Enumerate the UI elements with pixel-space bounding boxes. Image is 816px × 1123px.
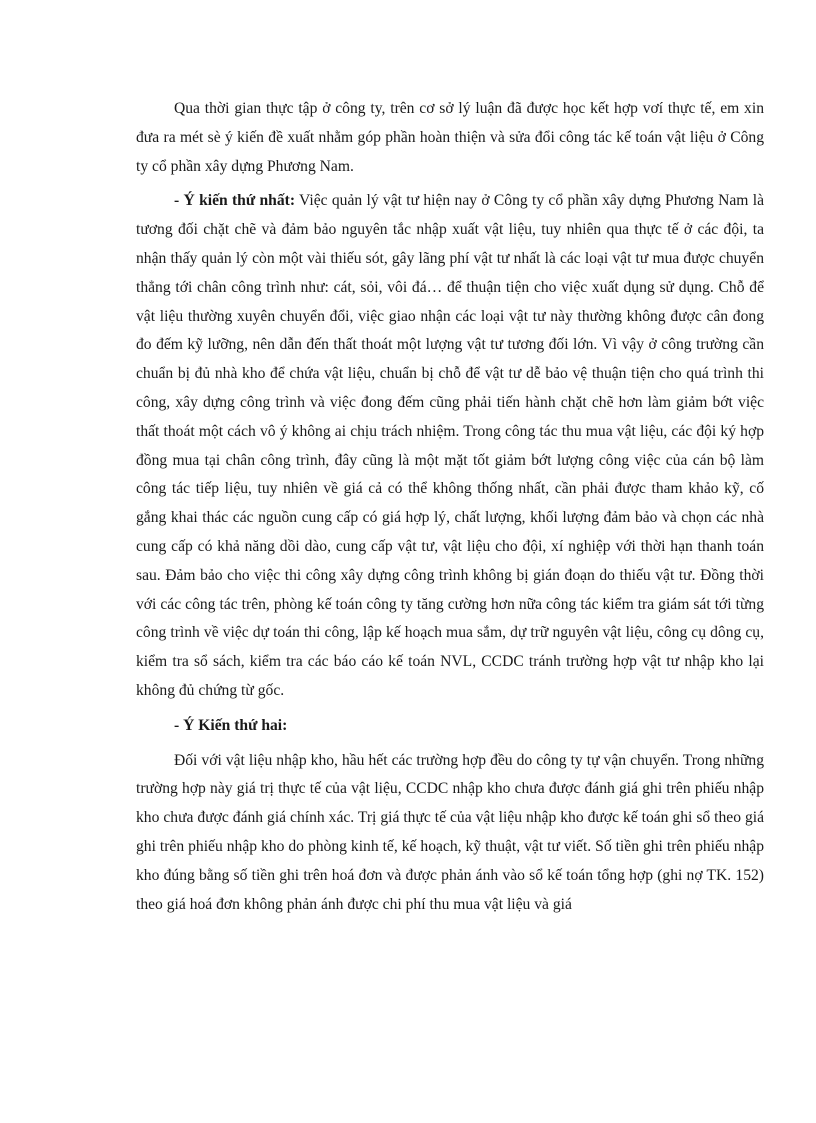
intro-paragraph: Qua thời gian thực tập ở công ty, trên cơ sở lý luận đã được học kết hợp vơí thực tế, em xin đưa ra mét sè ý kiến đề xuất nhằm góp phần hoàn thiện và sửa đổi công tác kế toán vật liệu ở Công ty cổ phần xây dựng Phương Nam. bbox=[136, 100, 764, 175]
document-page bbox=[136, 95, 764, 919]
first-opinion-body: Việc quản lý vật tư hiện nay ở Công ty cổ phần xây dựng Phương Nam là tương đối chặt chẽ và đảm bảo nguyên tắc nhập xuất vật liệu, tuy nhiên qua thực tế ở các đội, ta nhận thấy quản lý còn một vài thiếu sót, gây lãng phí vật tư nhất là các loại vật tư mua được chuyển thẳng tới chân công trình như: cát, sỏi, vôi đá… để thuận tiện cho việc xuất dụng sử dụng. Chỗ để vật liệu thường xuyên chuyển đổi, việc giao nhận các loại vật tư này thường không được cân đong đo đếm kỹ lưỡng, nên dẫn đến thất thoát một lượng vật tư tương đối lớn. Vì vậy ở công trường cần chuẩn bị đủ nhà kho để chứa vật liệu, chuẩn bị chỗ để vật tư dễ bảo vệ thuận tiện cho quá trình thi công, xây dựng công trình và việc đong đếm cũng phải tiến hành chặt chẽ hơn làm giảm bớt việc thất thoát một cách vô ý không ai chịu trách nhiệm. Trong công tác thu mua vật liệu, các đội ký hợp đồng mua tại chân công trình, đây cũng là một mặt tốt giảm bớt lượng công việc của cán bộ làm công tác tiếp liệu, tuy nhiên về giá cả có thể không thống nhất, cần phải được tham khảo kỹ, cố gắng khai thác các nguồn cung cấp có giá hợp lý, chất lượng, khối lượng đảm bảo và chọn các nhà cung cấp có khả năng dồi dào, cung cấp vật tư, vật liệu cho đội, xí nghiệp với thời hạn thanh toán sau. Đảm bảo cho việc thi công xây dựng công trình không bị gián đoạn do thiếu vật tư. Đồng thời với các công tác trên, phòng kế toán công ty tăng cường hơn nữa công tác kiểm tra giám sát tới từng công trình về việc dự toán thi công, lập kế hoạch mua sắm, dự trữ nguyên vật liệu, công cụ dông cụ, kiểm tra sổ sách, kiểm tra các báo cáo kế toán NVL, CCDC tránh trường hợp vật tư nhập kho lại không đủ chứng từ gốc. bbox=[136, 192, 764, 699]
second-opinion-paragraph: Đối với vật liệu nhập kho, hầu hết các trường hợp đều do công ty tự vận chuyển. Trong những trường hợp này giá trị thực tế của vật liệu, CCDC nhập kho chưa được đánh giá ghi trên phiếu nhập kho chưa được đánh giá chính xác. Trị giá thực tế của vật liệu nhập kho được kế toán ghi sổ theo giá ghi trên phiếu nhập kho do phòng kinh tế, kế hoạch, kỹ thuật, vật tư viết. Số tiền ghi trên phiếu nhập kho đúng bằng số tiền ghi trên hoá đơn và được phản ánh vào sổ kế toán tổng hợp (ghi nợ TK. 152) theo giá hoá đơn không phản ánh được chi phí thu mua vật liệu và giá bbox=[136, 751, 764, 913]
first-opinion-paragraph bbox=[136, 187, 764, 705]
first-opinion-label: - Ý kiến thứ nhất: bbox=[174, 192, 296, 210]
second-opinion-heading: - Ý Kiến thứ hai: bbox=[174, 716, 288, 734]
